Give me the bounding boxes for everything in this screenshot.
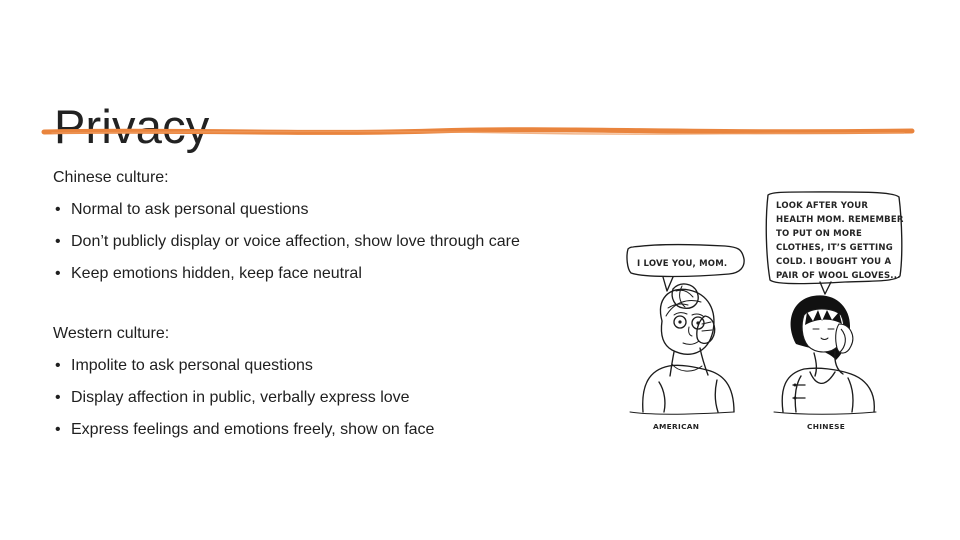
western-bullet-emotions: • Express feelings and emotions freely, show on face (53, 420, 558, 440)
western-bullet-personal-questions: • Impolite to ask personal questions (53, 356, 558, 376)
american-speech-tail (663, 277, 673, 291)
slide-title: Privacy (54, 100, 210, 154)
western-culture-heading: Western culture: (53, 325, 170, 342)
phone-call-cartoon (606, 186, 918, 437)
american-woman-drawing (630, 284, 734, 414)
western-bullet-affection: • Display affection in public, verbally express love (53, 388, 558, 408)
culture-comparison-text (53, 168, 558, 440)
chinese-woman-drawing (774, 295, 876, 414)
chinese-caption: CHINESE (807, 422, 846, 431)
western-culture-bullets (53, 356, 558, 440)
chinese-culture-bullets (53, 200, 558, 284)
orange-title-divider (44, 128, 912, 136)
american-caption: AMERICAN (653, 422, 700, 431)
american-speech-text: I LOVE YOU, MOM. (637, 259, 728, 269)
chinese-bullet-emotions: • Keep emotions hidden, keep face neutral (53, 264, 558, 284)
chinese-culture-heading: Chinese culture: (53, 169, 169, 186)
chinese-bullet-affection: • Don’t publicly display or voice affection, show love through care (53, 232, 558, 252)
chinese-speech-text: LOOK AFTER YOUR HEALTH MOM. REMEMBER TO PUT ON MORE CLOTHES, IT’S GETTING COLD. I BOUGHT YOU A PAIR OF WOOL GLOVES... (776, 201, 904, 281)
chinese-bullet-personal-questions: • Normal to ask personal questions (53, 200, 558, 220)
